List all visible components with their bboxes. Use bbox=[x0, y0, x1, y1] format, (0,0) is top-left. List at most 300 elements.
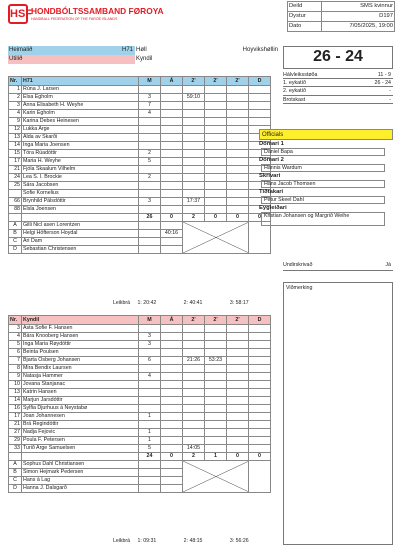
player-2min-3 bbox=[227, 389, 249, 397]
period-label: 2. eykatíð bbox=[283, 88, 306, 95]
player-goals bbox=[139, 182, 161, 190]
total-m: 24 bbox=[139, 453, 161, 461]
match-info-table bbox=[287, 1, 395, 32]
total-t1: 2 bbox=[183, 453, 205, 461]
player-2min-2 bbox=[205, 142, 227, 150]
player-goals: 3 bbox=[139, 94, 161, 102]
player-number: 3 bbox=[9, 102, 22, 110]
player-row bbox=[9, 325, 271, 333]
totals-row bbox=[9, 453, 271, 461]
official-code: D bbox=[9, 246, 22, 254]
period-label: 1. eykatíð bbox=[283, 80, 306, 87]
official-code: C bbox=[9, 477, 22, 485]
player-2min-3 bbox=[227, 206, 249, 214]
col-2min-2: 2' bbox=[205, 77, 227, 86]
player-goals: 1 bbox=[139, 429, 161, 437]
scorer-label: Skrivari bbox=[259, 173, 281, 179]
team-official-row bbox=[9, 461, 271, 469]
player-row bbox=[9, 381, 271, 389]
crossed-out-area bbox=[183, 461, 249, 493]
remarks-box bbox=[283, 282, 393, 545]
player-row bbox=[9, 365, 271, 373]
info-label: Dystur bbox=[288, 12, 322, 22]
player-number: 17 bbox=[9, 158, 22, 166]
period-row bbox=[283, 96, 393, 104]
timeout-3: 3: 58:17 bbox=[229, 300, 249, 306]
player-2min-2 bbox=[205, 421, 227, 429]
player-name: Mira Bendix Laursen bbox=[22, 365, 139, 373]
player-2min-2 bbox=[205, 413, 227, 421]
player-number: 17 bbox=[9, 413, 22, 421]
player-goals bbox=[139, 206, 161, 214]
player-number: 16 bbox=[9, 405, 22, 413]
col-nr: Nr. bbox=[9, 316, 22, 325]
player-2min-3 bbox=[227, 182, 249, 190]
player-warning bbox=[161, 421, 183, 429]
player-goals bbox=[139, 365, 161, 373]
player-2min-1 bbox=[183, 190, 205, 198]
halftime-value: 11 - 9 bbox=[377, 72, 391, 78]
totals-blank bbox=[9, 214, 22, 222]
player-2min-1 bbox=[183, 325, 205, 333]
player-row bbox=[9, 206, 271, 214]
player-2min-2 bbox=[205, 437, 227, 445]
player-number: 3 bbox=[9, 325, 22, 333]
total-t3: 0 bbox=[227, 214, 249, 222]
player-2min-2 bbox=[205, 206, 227, 214]
timeouts-label: Leikbrá bbox=[113, 300, 131, 306]
col-team: H71 bbox=[22, 77, 139, 86]
home-header-row bbox=[9, 77, 271, 86]
official-2min bbox=[161, 238, 183, 246]
player-disq bbox=[249, 118, 271, 126]
player-row bbox=[9, 421, 271, 429]
player-2min-1 bbox=[183, 118, 205, 126]
player-disq bbox=[249, 110, 271, 118]
away-team-cell bbox=[8, 55, 135, 64]
player-warning bbox=[161, 142, 183, 150]
player-goals bbox=[139, 405, 161, 413]
info-value: SMS kvinnur bbox=[322, 2, 395, 12]
player-warning bbox=[161, 102, 183, 110]
player-disq bbox=[249, 86, 271, 94]
player-name: Anna Elisabeth H. Weyhe bbox=[22, 102, 139, 110]
player-name: Karin Egholm bbox=[22, 110, 139, 118]
home-team-cell bbox=[8, 46, 135, 55]
player-goals bbox=[139, 325, 161, 333]
player-name: Turið Arge Samuelsen bbox=[22, 445, 139, 453]
player-2min-3 bbox=[227, 381, 249, 389]
player-disq bbox=[249, 325, 271, 333]
player-number: 10 bbox=[9, 381, 22, 389]
player-number: 12 bbox=[9, 126, 22, 134]
official-name: Gilli Nicl asen Lorentzen bbox=[22, 222, 139, 230]
player-goals bbox=[139, 118, 161, 126]
player-2min-3 bbox=[227, 142, 249, 150]
player-row bbox=[9, 373, 271, 381]
official-warning bbox=[139, 222, 161, 230]
player-name: Elsa Egholm bbox=[22, 94, 139, 102]
totals-blank bbox=[22, 214, 139, 222]
timeout-2: 2: 40:41 bbox=[183, 300, 203, 306]
player-row bbox=[9, 150, 271, 158]
player-2min-3 bbox=[227, 174, 249, 182]
player-name: Brynhild Pálsdóttir bbox=[22, 198, 139, 206]
crossed-out-area bbox=[183, 222, 249, 254]
player-row bbox=[9, 86, 271, 94]
player-row bbox=[9, 102, 271, 110]
player-row bbox=[9, 166, 271, 174]
player-2min-3 bbox=[227, 198, 249, 206]
player-2min-2 bbox=[205, 373, 227, 381]
player-number: 88 bbox=[9, 206, 22, 214]
player-2min-1 bbox=[183, 174, 205, 182]
home-code: H71 bbox=[121, 47, 133, 53]
player-2min-3 bbox=[227, 437, 249, 445]
info-label: Dato bbox=[288, 22, 322, 32]
player-2min-1 bbox=[183, 349, 205, 357]
player-number: 4 bbox=[9, 110, 22, 118]
player-2min-1: 21:26 bbox=[183, 357, 205, 365]
period-value: - bbox=[389, 88, 391, 95]
player-goals bbox=[139, 142, 161, 150]
player-number: 27 bbox=[9, 429, 22, 437]
totals-row bbox=[9, 214, 271, 222]
player-row bbox=[9, 413, 271, 421]
player-2min-3 bbox=[227, 397, 249, 405]
player-2min-3 bbox=[227, 413, 249, 421]
player-2min-1 bbox=[183, 413, 205, 421]
player-warning bbox=[161, 174, 183, 182]
officials-panel bbox=[259, 129, 393, 226]
player-warning bbox=[161, 86, 183, 94]
away-timeouts bbox=[113, 538, 249, 544]
player-warning bbox=[161, 357, 183, 365]
player-2min-3 bbox=[227, 341, 249, 349]
player-disq bbox=[249, 381, 271, 389]
player-warning bbox=[161, 198, 183, 206]
col-2min-1: 2' bbox=[183, 316, 205, 325]
player-name: Sylfia Djurhuus á Neystabø bbox=[22, 405, 139, 413]
player-2min-3 bbox=[227, 333, 249, 341]
player-2min-2 bbox=[205, 325, 227, 333]
player-2min-2 bbox=[205, 341, 227, 349]
player-row bbox=[9, 190, 271, 198]
player-warning bbox=[161, 94, 183, 102]
official-warning bbox=[139, 230, 161, 238]
official-code: C bbox=[9, 238, 22, 246]
player-warning bbox=[161, 373, 183, 381]
player-number: 5 bbox=[9, 341, 22, 349]
total-m: 26 bbox=[139, 214, 161, 222]
player-disq bbox=[249, 437, 271, 445]
player-disq bbox=[249, 94, 271, 102]
player-warning bbox=[161, 349, 183, 357]
player-goals bbox=[139, 421, 161, 429]
official-code: D bbox=[9, 485, 22, 493]
home-team-table bbox=[8, 76, 271, 254]
player-2min-1 bbox=[183, 421, 205, 429]
player-warning bbox=[161, 341, 183, 349]
player-warning bbox=[161, 325, 183, 333]
total-d: 0 bbox=[249, 214, 271, 222]
player-goals: 1 bbox=[139, 437, 161, 445]
player-name: Brá Regindóttir bbox=[22, 421, 139, 429]
player-disq bbox=[249, 349, 271, 357]
player-disq bbox=[249, 373, 271, 381]
player-2min-2 bbox=[205, 166, 227, 174]
player-2min-2 bbox=[205, 389, 227, 397]
player-goals bbox=[139, 86, 161, 94]
player-2min-1 bbox=[183, 126, 205, 134]
info-row-match bbox=[288, 12, 395, 22]
player-goals: 3 bbox=[139, 341, 161, 349]
period-label: Brotskast bbox=[283, 96, 306, 103]
halftime-row bbox=[283, 71, 393, 79]
federation-logo-icon: HSF bbox=[8, 4, 28, 24]
player-number: 7 bbox=[9, 357, 22, 365]
total-a: 0 bbox=[161, 453, 183, 461]
away-header-row bbox=[9, 316, 271, 325]
period-row bbox=[283, 87, 393, 95]
player-row bbox=[9, 429, 271, 437]
player-warning bbox=[161, 445, 183, 453]
col-team: Kyndil bbox=[22, 316, 139, 325]
official-warning bbox=[139, 485, 161, 493]
official-disq bbox=[249, 461, 271, 493]
player-goals: 3 bbox=[139, 333, 161, 341]
col-2min-1: 2' bbox=[183, 77, 205, 86]
player-2min-3 bbox=[227, 357, 249, 365]
player-row bbox=[9, 198, 271, 206]
player-goals bbox=[139, 134, 161, 142]
col-goals: M bbox=[139, 77, 161, 86]
player-row bbox=[9, 437, 271, 445]
total-t1: 2 bbox=[183, 214, 205, 222]
official-2min: 40:16 bbox=[161, 230, 183, 238]
total-t2: 0 bbox=[205, 214, 227, 222]
home-timeouts bbox=[113, 300, 249, 306]
timeout-3: 3: 56:26 bbox=[229, 538, 249, 544]
player-goals: 2 bbox=[139, 174, 161, 182]
player-warning bbox=[161, 397, 183, 405]
player-2min-1 bbox=[183, 397, 205, 405]
team-official-row bbox=[9, 222, 271, 230]
official-2min bbox=[161, 461, 183, 469]
player-warning bbox=[161, 429, 183, 437]
player-name: Alda av Skarði bbox=[22, 134, 139, 142]
player-2min-1 bbox=[183, 150, 205, 158]
player-disq bbox=[249, 357, 271, 365]
player-warning bbox=[161, 126, 183, 134]
hall-cell bbox=[135, 46, 280, 55]
player-2min-2 bbox=[205, 182, 227, 190]
player-2min-3 bbox=[227, 110, 249, 118]
remarks-label: Viðmerking bbox=[286, 285, 313, 291]
col-disq: D bbox=[249, 77, 271, 86]
player-name: Lukka Arge bbox=[22, 126, 139, 134]
player-2min-2 bbox=[205, 190, 227, 198]
player-goals: 3 bbox=[139, 198, 161, 206]
player-warning bbox=[161, 405, 183, 413]
official-code: A bbox=[9, 222, 22, 230]
player-row bbox=[9, 341, 271, 349]
official-name: Ári Dam bbox=[22, 238, 139, 246]
player-2min-2 bbox=[205, 86, 227, 94]
player-name: Inga Maria Røydóttir bbox=[22, 341, 139, 349]
referee1-value: Daniel Bapa bbox=[261, 148, 385, 156]
player-goals: 4 bbox=[139, 373, 161, 381]
referee2-value: Hannis Wardum bbox=[261, 164, 385, 172]
player-2min-3 bbox=[227, 429, 249, 437]
info-row-league bbox=[288, 2, 395, 12]
player-2min-3 bbox=[227, 349, 249, 357]
player-number: 66 bbox=[9, 198, 22, 206]
player-name: Inga Maria Joensen bbox=[22, 142, 139, 150]
info-value: D197 bbox=[322, 12, 395, 22]
player-name: Nadja Fejovic bbox=[22, 429, 139, 437]
player-disq bbox=[249, 389, 271, 397]
player-2min-1 bbox=[183, 102, 205, 110]
official-warning bbox=[139, 461, 161, 469]
player-name: Fjóla Skaalum Vilhelm bbox=[22, 166, 139, 174]
scorer-value: Hans Jacob Thomsen bbox=[261, 180, 385, 188]
player-row bbox=[9, 110, 271, 118]
period-value: - bbox=[389, 96, 391, 103]
player-2min-2 bbox=[205, 333, 227, 341]
player-number: 13 bbox=[9, 389, 22, 397]
player-number: 13 bbox=[9, 134, 22, 142]
supervisor-label: Eygleiðari bbox=[259, 205, 287, 211]
player-row bbox=[9, 182, 271, 190]
official-name: Sophus Dahl Christiansen bbox=[22, 461, 139, 469]
player-2min-1: 59:10 bbox=[183, 94, 205, 102]
player-row bbox=[9, 134, 271, 142]
player-goals: 6 bbox=[139, 357, 161, 365]
player-2min-3 bbox=[227, 86, 249, 94]
player-warning bbox=[161, 158, 183, 166]
official-warning bbox=[139, 469, 161, 477]
timeout-2: 2: 48:15 bbox=[183, 538, 203, 544]
player-row bbox=[9, 405, 271, 413]
hall-label: Høll bbox=[136, 47, 147, 53]
official-disq bbox=[249, 222, 271, 254]
referee1-label: Dómari 1 bbox=[259, 141, 284, 147]
player-2min-1 bbox=[183, 405, 205, 413]
col-2min-3: 2' bbox=[227, 316, 249, 325]
player-name: Marjun Jarsdóttir bbox=[22, 397, 139, 405]
halftime-label: Hálvleiksstøða bbox=[283, 72, 318, 78]
player-row bbox=[9, 158, 271, 166]
player-warning bbox=[161, 333, 183, 341]
player-name: Sofie Kornelius bbox=[22, 190, 139, 198]
timeout-1: 1: 09:31 bbox=[137, 538, 157, 544]
player-2min-1 bbox=[183, 86, 205, 94]
player-disq bbox=[249, 445, 271, 453]
timeout-1: 1: 20:42 bbox=[137, 300, 157, 306]
player-goals: 7 bbox=[139, 102, 161, 110]
signature-label: Undirskrivað bbox=[283, 262, 313, 268]
player-2min-2 bbox=[205, 365, 227, 373]
away-label: Útilið bbox=[9, 56, 23, 62]
player-disq bbox=[249, 397, 271, 405]
player-name: Maria H. Weyhe bbox=[22, 158, 139, 166]
player-disq bbox=[249, 341, 271, 349]
player-goals: 5 bbox=[139, 158, 161, 166]
signature-value: Já bbox=[385, 262, 391, 268]
cross-out-icon bbox=[183, 461, 249, 492]
player-name: Sára Jacobsen bbox=[22, 182, 139, 190]
final-score: 26 - 24 bbox=[283, 46, 393, 69]
player-2min-3 bbox=[227, 445, 249, 453]
player-number: 21 bbox=[9, 421, 22, 429]
official-name: Simon Hejmark Pedersen bbox=[22, 469, 139, 477]
timekeeper-value: Petur Skeel Dahl bbox=[261, 196, 385, 204]
signature-row bbox=[283, 262, 393, 271]
player-number: 1 bbox=[9, 86, 22, 94]
player-name: Joan Johannesen bbox=[22, 413, 139, 421]
player-warning bbox=[161, 437, 183, 445]
player-row bbox=[9, 126, 271, 134]
teams-bar bbox=[8, 46, 280, 64]
col-warning: Á bbox=[161, 77, 183, 86]
player-warning bbox=[161, 110, 183, 118]
official-name: Hanna J. Dalsgarð bbox=[22, 485, 139, 493]
player-number: 14 bbox=[9, 397, 22, 405]
player-2min-1 bbox=[183, 365, 205, 373]
away-team-name-cell bbox=[135, 55, 280, 64]
official-name: Helgi Höfterson Hoydal bbox=[22, 230, 139, 238]
player-2min-3 bbox=[227, 118, 249, 126]
player-2min-2 bbox=[205, 405, 227, 413]
official-2min bbox=[161, 477, 183, 485]
home-label: Heimalið bbox=[9, 47, 33, 53]
timeouts-label: Leikbrá bbox=[113, 538, 131, 544]
player-number: 15 bbox=[9, 150, 22, 158]
player-goals bbox=[139, 126, 161, 134]
col-2min-3: 2' bbox=[227, 77, 249, 86]
player-2min-1: 14:05 bbox=[183, 445, 205, 453]
official-warning bbox=[139, 246, 161, 254]
player-2min-3 bbox=[227, 126, 249, 134]
player-number bbox=[9, 190, 22, 198]
player-disq bbox=[249, 333, 271, 341]
col-nr: Nr. bbox=[9, 77, 22, 86]
player-name: Natasja Hammer bbox=[22, 373, 139, 381]
player-disq bbox=[249, 102, 271, 110]
player-name: Poula F. Petersen bbox=[22, 437, 139, 445]
federation-subtitle: HANDBALL FEDERATION OF THE FAROE ISLANDS bbox=[31, 17, 118, 21]
player-row bbox=[9, 397, 271, 405]
official-warning bbox=[139, 238, 161, 246]
official-2min bbox=[161, 222, 183, 230]
player-warning bbox=[161, 118, 183, 126]
official-code: B bbox=[9, 230, 22, 238]
player-number: 33 bbox=[9, 445, 22, 453]
player-number: 24 bbox=[9, 174, 22, 182]
player-row bbox=[9, 333, 271, 341]
player-2min-2 bbox=[205, 126, 227, 134]
player-goals bbox=[139, 389, 161, 397]
player-warning bbox=[161, 389, 183, 397]
player-name: Lea S. I. Brockie bbox=[22, 174, 139, 182]
player-number: 25 bbox=[9, 182, 22, 190]
official-2min bbox=[161, 469, 183, 477]
player-goals: 4 bbox=[139, 110, 161, 118]
player-goals: 1 bbox=[139, 413, 161, 421]
player-2min-2 bbox=[205, 397, 227, 405]
player-row bbox=[9, 118, 271, 126]
